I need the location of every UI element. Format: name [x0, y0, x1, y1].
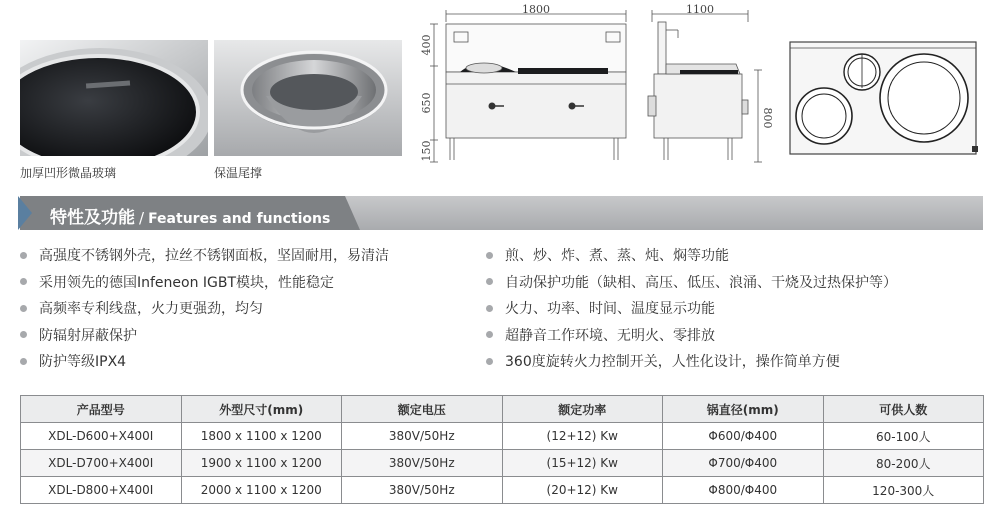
bullet-icon	[20, 278, 27, 285]
table-cell: 80-200人	[823, 450, 984, 477]
feature-item: 火力、功率、时间、温度显示功能	[486, 295, 897, 322]
table-cell: 380V/50Hz	[342, 477, 503, 504]
table-cell: Φ700/Φ400	[663, 450, 824, 477]
section-title-en: Features and functions	[148, 211, 331, 227]
front-height-label: 400	[420, 34, 433, 56]
section-title	[50, 203, 330, 228]
front-height-label: 150	[420, 140, 433, 162]
front-height-label: 650	[420, 92, 433, 114]
bullet-icon	[486, 358, 493, 365]
top-view-plan-icon	[784, 38, 982, 162]
bullet-icon	[486, 252, 493, 259]
feature-item: 高强度不锈钢外壳，拉丝不锈钢面板，坚固耐用，易清洁	[20, 242, 389, 269]
table-row	[21, 477, 984, 504]
bullet-icon	[486, 278, 493, 285]
table-cell: 380V/50Hz	[342, 450, 503, 477]
table-cell: XDL-D800+X400I	[21, 477, 182, 504]
table-row	[21, 423, 984, 450]
front-width-label: 1800	[522, 3, 550, 16]
column-header: 锅直径(mm)	[663, 396, 824, 423]
feature-item: 煎、炒、炸、煮、蒸、炖、焖等功能	[486, 242, 897, 269]
front-view-drawing	[420, 0, 630, 170]
bullet-icon	[20, 358, 27, 365]
table-cell: (12+12) Kw	[502, 423, 663, 450]
column-header: 额定电压	[342, 396, 503, 423]
feature-item: 超静音工作环境、无明火、零排放	[486, 322, 897, 349]
photo-caption: 加厚凹形微晶玻璃	[20, 166, 117, 180]
column-header: 产品型号	[21, 396, 182, 423]
section-title-separator: /	[139, 209, 145, 227]
insulated-rear-pot-holder-icon	[214, 40, 402, 156]
column-header: 可供人数	[823, 396, 984, 423]
ceramic-glass-wok-panel-icon	[20, 40, 208, 156]
side-view-drawing	[640, 0, 775, 170]
section-arrow-icon	[18, 196, 32, 230]
features-list-left	[20, 242, 389, 375]
ceramic-glass-photo	[20, 40, 208, 156]
bullet-icon	[486, 305, 493, 312]
feature-item: 高频率专利线盘，火力更强劲，均匀	[20, 295, 389, 322]
table-cell: 1900 x 1100 x 1200	[181, 450, 342, 477]
feature-item: 360度旋转火力控制开关，人性化设计，操作简单方便	[486, 348, 897, 375]
feature-item: 自动保护功能（缺相、高压、低压、浪涌、干烧及过热保护等）	[486, 269, 897, 296]
table-cell: 1800 x 1100 x 1200	[181, 423, 342, 450]
column-header: 外型尺寸(mm)	[181, 396, 342, 423]
features-list-right	[486, 242, 897, 375]
table-cell: (15+12) Kw	[502, 450, 663, 477]
feature-item: 防护等级IPX4	[20, 348, 389, 375]
bullet-icon	[20, 331, 27, 338]
side-width-label: 1100	[686, 3, 714, 16]
bullet-icon	[20, 252, 27, 259]
table-cell: Φ600/Φ400	[663, 423, 824, 450]
table-row	[21, 450, 984, 477]
table-cell: (20+12) Kw	[502, 477, 663, 504]
table-cell: 380V/50Hz	[342, 423, 503, 450]
table-cell: 2000 x 1100 x 1200	[181, 477, 342, 504]
table-header-row	[21, 396, 984, 423]
table-cell: XDL-D600+X400I	[21, 423, 182, 450]
table-cell: XDL-D700+X400I	[21, 450, 182, 477]
feature-item: 采用领先的德国Infeneon IGBT模块，性能稳定	[20, 269, 389, 296]
feature-item: 防辐射屏蔽保护	[20, 322, 389, 349]
section-title-zh: 特性及功能	[50, 208, 135, 228]
insulated-holder-photo	[214, 40, 402, 156]
column-header: 额定功率	[502, 396, 663, 423]
photo-caption: 保温尾撑	[214, 166, 263, 180]
side-height-label: 800	[761, 107, 774, 129]
table-cell: 120-300人	[823, 477, 984, 504]
bullet-icon	[20, 305, 27, 312]
table-cell: 60-100人	[823, 423, 984, 450]
spec-table	[20, 395, 984, 504]
table-cell: Φ800/Φ400	[663, 477, 824, 504]
bullet-icon	[486, 331, 493, 338]
